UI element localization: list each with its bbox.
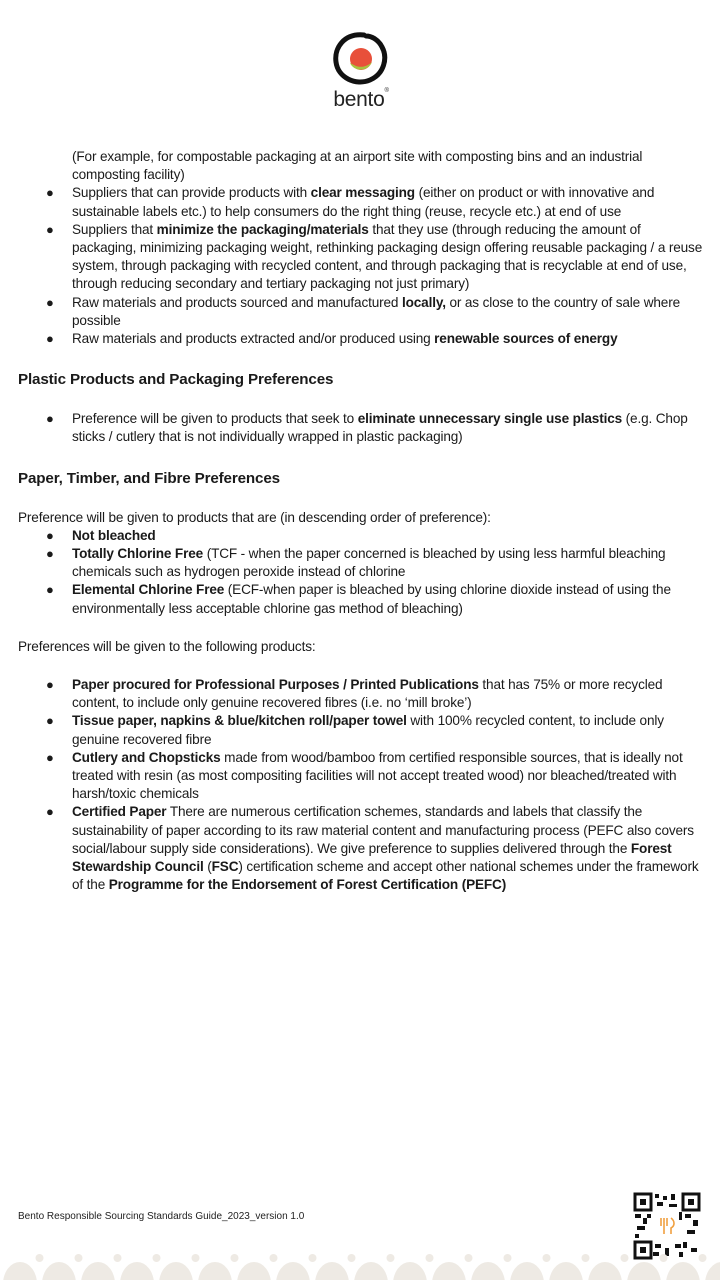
band-dot [231,1254,239,1262]
products-intro: Preferences will be given to the following products: [18,638,316,654]
band-dot [75,1254,83,1262]
list-item: ● Cutlery and Chopsticks made from wood/bamboo from certified responsible sources, that is ideally not treated with resin (as most compositing facilities will not accept treated wood) nor bleached/treated with harsh/toxic chemicals [46,749,683,802]
band-dot [543,1254,551,1262]
band-dot [114,1254,122,1262]
decorative-footer-band [0,1250,720,1280]
band-scallop [627,1262,661,1280]
band-scallop [588,1262,622,1280]
section-heading-paper: Paper, Timber, and Fibre Preferences [18,469,280,487]
band-scallop [159,1262,193,1280]
bullet-icon: ● [46,677,54,693]
list-item: ● Totally Chlorine Free (TCF - when the paper concerned is bleached by using less harmful bleaching chemicals such as hydrogen peroxide instead of chlorine [46,546,666,580]
bullet-icon: ● [46,411,54,427]
band-scallop [666,1262,700,1280]
band-scallop [198,1262,232,1280]
band-dot [36,1254,44,1262]
footer-doc-title: Bento Responsible Sourcing Standards Guide_2023_version 1.0 [18,1211,305,1222]
band-dot [309,1254,317,1262]
band-scallop [237,1262,271,1280]
plastic-list [18,410,708,446]
band-scallop [81,1262,115,1280]
band-scallop [315,1262,349,1280]
band-dot [699,1254,707,1262]
band-dot [270,1254,278,1262]
section-heading-plastic: Plastic Products and Packaging Preferences [18,371,334,389]
bullet-icon: ● [46,804,54,820]
band-dot [465,1254,473,1262]
list-item: ● Raw materials and products sourced and manufactured locally, or as close to the country of sale where possible [46,294,680,328]
band-dot [387,1254,395,1262]
intro-continuation: (For example, for compostable packaging at an airport site with composting bins and an industrial composting facility) [72,149,643,183]
list-item: ● Suppliers that can provide products with clear messaging (either on product or with innovative and sustainable labels etc.) to help consumers do the right thing (reuse, recycle etc.) at end of use [46,185,655,219]
band-scallop [705,1262,720,1280]
bullet-icon: ● [46,546,54,562]
bleaching-list [18,527,708,618]
list-item: ● Certified Paper There are numerous certification schemes, standards and labels that classify the sustainability of paper according to its raw material content and manufacturing process (PEFC also covers social/labour supply side considerations). We give preference to supplies delivered through the Forest Stewardship Council (FSC) certification scheme and accept other national schemes under the framework of the Programme for the Endorsement of Forest Certification (PEFC) [46,804,699,893]
band-dot [660,1254,668,1262]
list-item: ● Preference will be given to products that seek to eliminate unnecessary single use plastics (e.g. Chop sticks / cutlery that is not individually wrapped in plastic packaging) [46,411,688,445]
bullet-icon: ● [46,331,54,347]
band-scallop [549,1262,583,1280]
logo-wordmark: bento® [333,88,389,111]
band-scallop [354,1262,388,1280]
band-dot [348,1254,356,1262]
list-item: ● Elemental Chlorine Free (ECF-when paper is bleached by using chlorine dioxide instead of using the environmentally less acceptable chlorine gas method of bleaching) [46,582,671,616]
bullet-icon: ● [46,749,54,765]
products-list [18,676,708,894]
bullet-icon: ● [46,582,54,598]
bullet-icon: ● [46,527,54,543]
band-scallop [42,1262,76,1280]
band-dot [582,1254,590,1262]
bullet-icon: ● [46,294,54,310]
band-scallop [432,1262,466,1280]
band-dot [426,1254,434,1262]
bullet-icon: ● [46,221,54,237]
band-scallop [510,1262,544,1280]
list-item: ● Raw materials and products extracted and/or produced using renewable sources of energy [18,330,708,348]
band-dot [504,1254,512,1262]
list-item: ● Suppliers that minimize the packaging/materials that they use (through reducing the amount of packaging, minimizing packaging weight, rethinking packaging design offering reusable packaging / a reuse system, through packaging with recycled content, and through packaging that is recyclable at end of use, through reducing secondary and tertiary packaging not just primary) [46,221,703,292]
band-dot [192,1254,200,1262]
bullet-icon: ● [46,713,54,729]
band-scallop [120,1262,154,1280]
band-dot [153,1254,161,1262]
band-scallop [393,1262,427,1280]
bullet-icon: ● [46,185,54,201]
bento-logo [326,30,396,114]
band-dot [621,1254,629,1262]
list-item: ● Tissue paper, napkins & blue/kitchen roll/paper towel with 100% recycled content, to include only genuine recovered fibre [46,713,664,747]
list-item: ● Paper procured for Professional Purposes / Printed Publications that has 75% or more recycled content, to include only genuine recovered fibres (i.e. no ‘mill broke’) [46,677,663,711]
paper-intro: Preference will be given to products that are (in descending order of preference): [18,509,491,525]
band-scallop [471,1262,505,1280]
band-scallop [3,1262,37,1280]
supplier-preferences-list [18,184,708,348]
band-scallop [276,1262,310,1280]
bento-roll-icon [326,30,396,90]
list-item: ● Not bleached [18,527,708,545]
document-body [18,148,708,895]
